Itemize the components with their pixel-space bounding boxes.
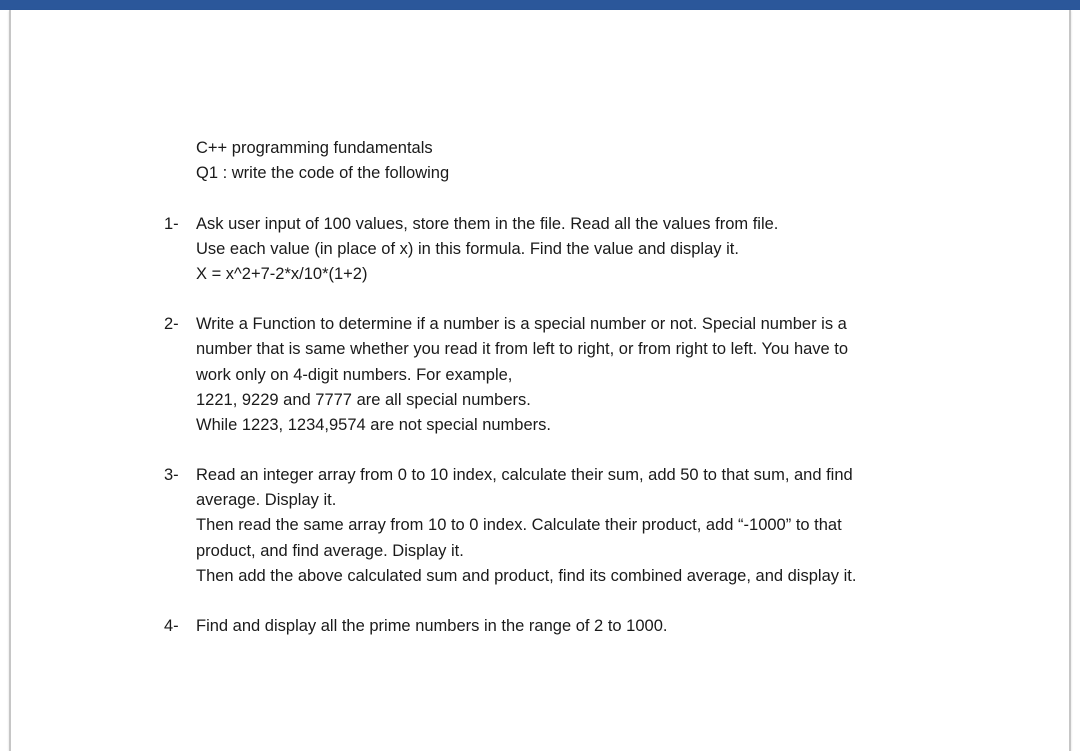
list-item-number: 3- <box>164 466 179 484</box>
list-item-text: work only on 4-digit numbers. For example, <box>196 366 513 384</box>
list-item-number: 4- <box>164 617 179 635</box>
list-item-text: product, and find average. Display it. <box>196 542 464 560</box>
question-heading: Q1 : write the code of the following <box>196 164 450 182</box>
list-item-text: Find and display all the prime numbers in the range of 2 to 1000. <box>196 617 668 635</box>
document-page <box>9 10 1071 751</box>
document-title: C++ programming fundamentals <box>196 139 433 157</box>
list-item-text: Read an integer array from 0 to 10 index, calculate their sum, add 50 to that sum, and find <box>196 466 853 484</box>
list-item-number: 1- <box>164 215 179 233</box>
list-item-text: While 1223, 1234,9574 are not special numbers. <box>196 416 551 434</box>
list-item-text: Use each value (in place of x) in this formula. Find the value and display it. <box>196 240 739 258</box>
formula-text: X = x^2+7-2*x/10*(1+2) <box>196 265 368 283</box>
list-item-text: Then read the same array from 10 to 0 index. Calculate their product, add “-1000” to that <box>196 516 842 534</box>
list-item-text: Then add the above calculated sum and product, find its combined average, and display it. <box>196 567 857 585</box>
list-item-text: 1221, 9229 and 7777 are all special numbers. <box>196 391 531 409</box>
list-item-number: 2- <box>164 315 179 333</box>
list-item-text: average. Display it. <box>196 491 337 509</box>
list-item-text: Ask user input of 100 values, store them in the file. Read all the values from file. <box>196 215 779 233</box>
list-item-text: number that is same whether you read it from left to right, or from right to left. You have to <box>196 340 849 358</box>
list-item-text: Write a Function to determine if a number is a special number or not. Special number is a <box>196 315 847 333</box>
window-top-bar <box>0 0 1080 10</box>
